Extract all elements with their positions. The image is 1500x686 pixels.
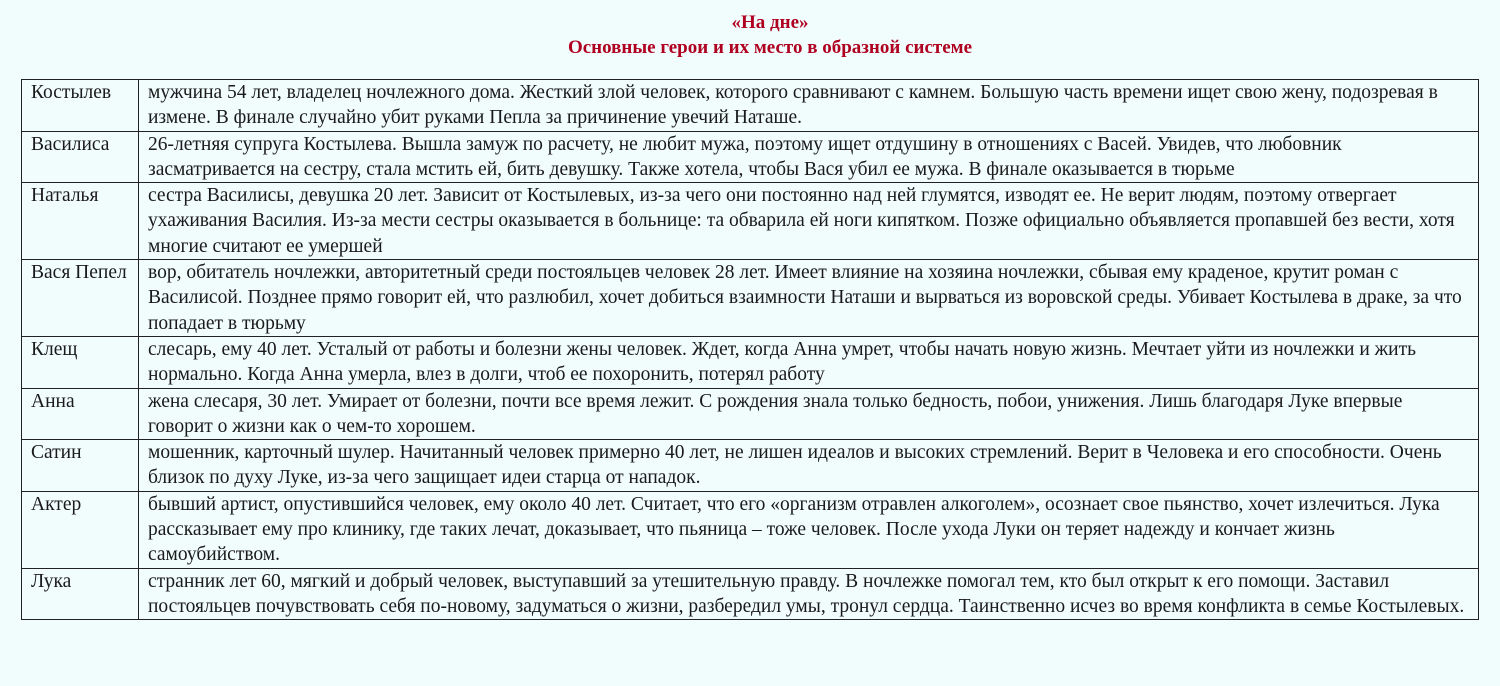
table-row [22,388,1479,440]
characters-table-container [21,79,1479,620]
table-row [22,568,1479,620]
characters-table [21,79,1479,620]
character-description: мужчина 54 лет, владелец ночлежного дома. Жесткий злой человек, которого сравнивают с камнем. Большую часть времени ищет свою жену, подозревая в измене. В финале случайно убит руками Пепла за причинение увечий Наташе. [139,80,1479,132]
character-name: Василиса [22,131,139,183]
table-row [22,131,1479,183]
character-name: Наталья [22,183,139,260]
table-row [22,80,1479,132]
page-header [0,10,1500,60]
character-name: Клещ [22,336,139,388]
table-row [22,336,1479,388]
character-description: вор, обитатель ночлежки, авторитетный среди постояльцев человек 28 лет. Имеет влияние на хозяина ночлежки, сбывая ему краденое, крутит роман с Василисой. Позднее прямо говорит ей, что разлюбил, хочет добиться взаимности Наташи и вырваться из воровской среды. Убивает Костылева в драке, за что попадает в тюрьму [139,260,1479,337]
character-description: жена слесаря, 30 лет. Умирает от болезни, почти все время лежит. С рождения знала только бедность, побои, унижения. Лишь благодаря Луке впервые говорит о жизни как о чем-то хорошем. [139,388,1479,440]
character-name: Лука [22,568,139,620]
page-subtitle: Основные герои и их место в образной системе [567,37,973,58]
character-description: бывший артист, опустившийся человек, ему около 40 лет. Считает, что его «организм отравлен алкоголем», осознает свое пьянство, хочет излечиться. Лука рассказывает ему про клинику, где таких лечат, доказывает, что пьяница – тоже человек. После ухода Луки он теряет надежду и кончает жизнь самоубийством. [139,491,1479,568]
character-description: странник лет 60, мягкий и добрый человек, выступавший за утешительную правду. В ночлежке помогал тем, кто был открыт к его помощи. Заставил постояльцев почувствовать себя по-новому, задуматься о жизни, разбередил умы, тронул сердца. Таинственно исчез во время конфликта в семье Костылевых. [139,568,1479,620]
character-name: Костылев [22,80,139,132]
page-title: «На дне» [731,12,809,33]
character-name: Актер [22,491,139,568]
character-name: Анна [22,388,139,440]
table-row [22,260,1479,337]
character-description: слесарь, ему 40 лет. Усталый от работы и болезни жены человек. Ждет, когда Анна умрет, чтобы начать новую жизнь. Мечтает уйти из ночлежки и жить нормально. Когда Анна умерла, влез в долги, чтоб ее похоронить, потерял работу [139,336,1479,388]
table-row [22,440,1479,492]
character-description: сестра Василисы, девушка 20 лет. Зависит от Костылевых, из-за чего они постоянно над ней глумятся, изводят ее. Не верит людям, поэтому отвергает ухаживания Василия. Из-за мести сестры оказывается в больнице: та обварила ей ноги кипятком. Позже официально объявляется пропавшей без вести, хотя многие считают ее умершей [139,183,1479,260]
character-name: Вася Пепел [22,260,139,337]
character-description: 26-летняя супруга Костылева. Вышла замуж по расчету, не любит мужа, поэтому ищет отдушину в отношениях с Васей. Увидев, что любовник засматривается на сестру, стала мстить ей, бить девушку. Также хотела, чтобы Вася убил ее мужа. В финале оказывается в тюрьме [139,131,1479,183]
table-row [22,183,1479,260]
table-row [22,491,1479,568]
character-name: Сатин [22,440,139,492]
character-description: мошенник, карточный шулер. Начитанный человек примерно 40 лет, не лишен идеалов и высоких стремлений. Верит в Человека и его способности. Очень близок по духу Луке, из-за чего защищает идеи старца от нападок. [139,440,1479,492]
